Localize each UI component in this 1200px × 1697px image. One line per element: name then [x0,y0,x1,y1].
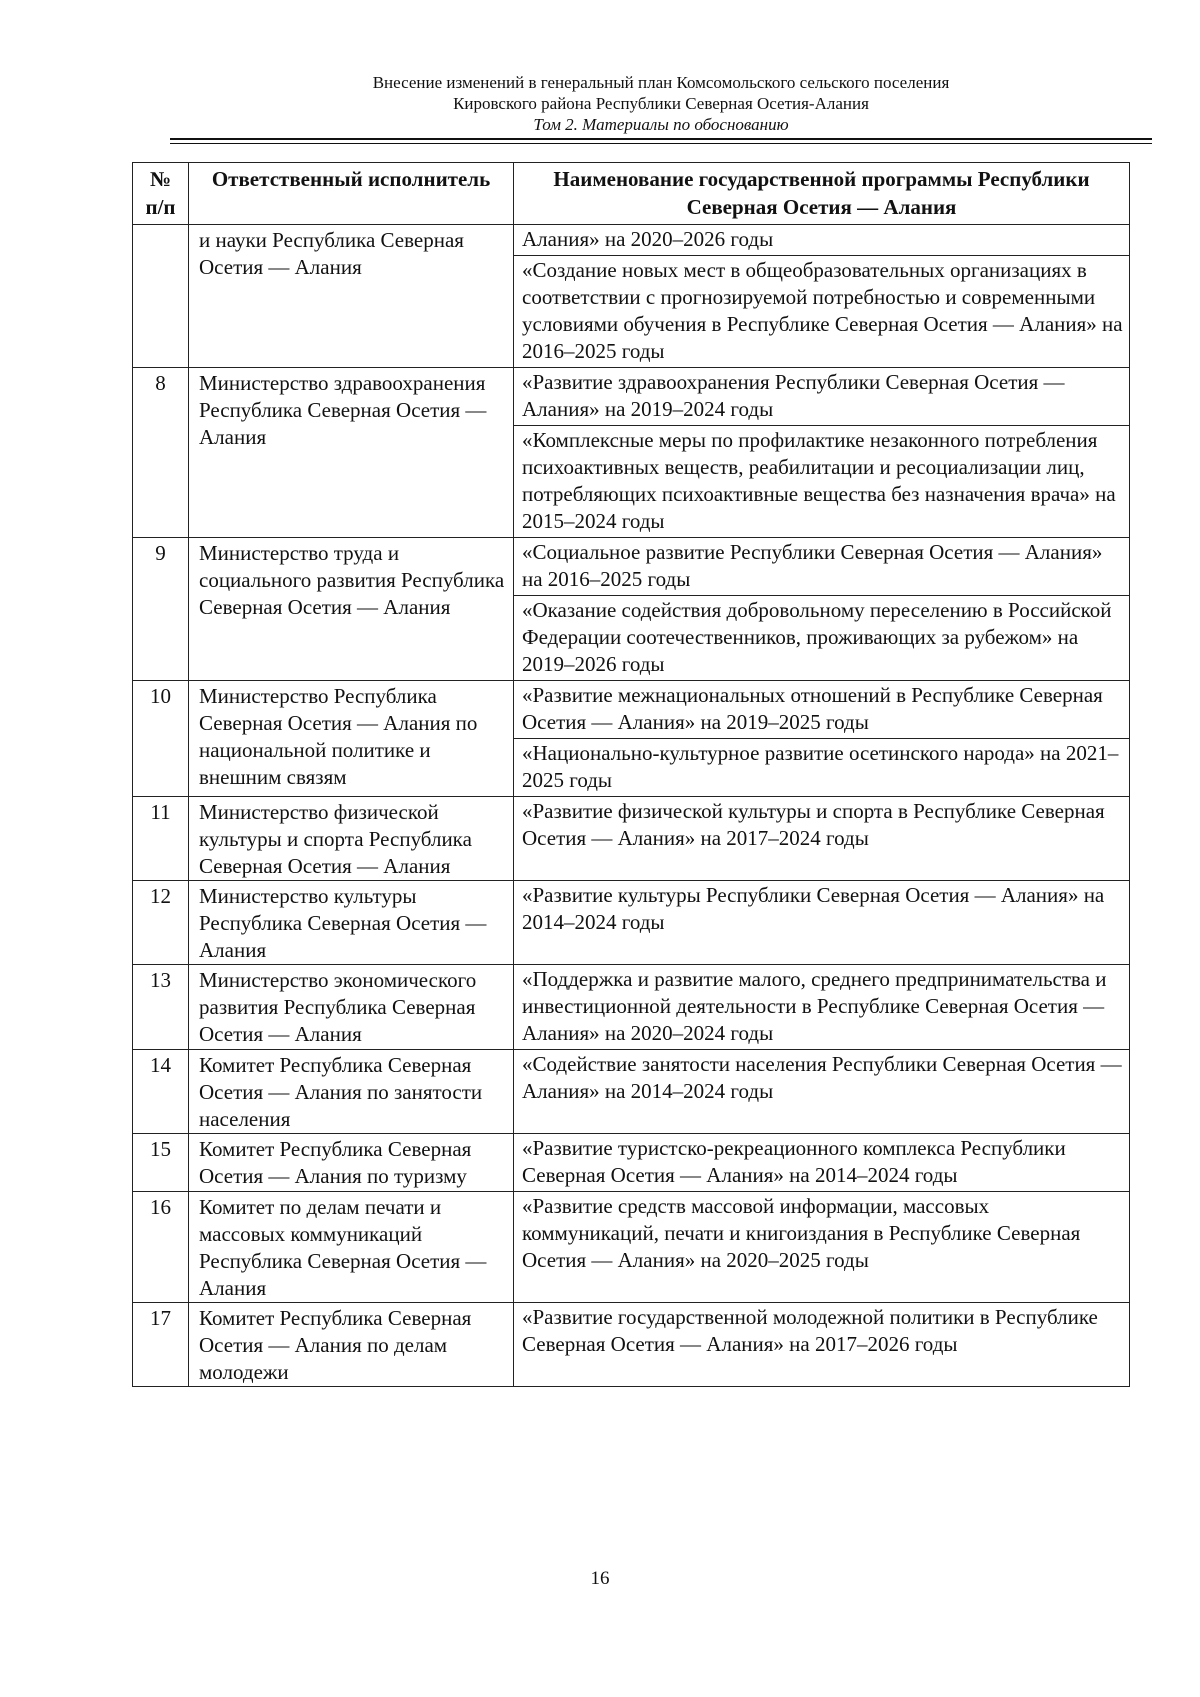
program-cell [514,538,1130,681]
table-row [133,1303,1130,1387]
responsible-executor: Министерство Республика Северная Осетия — Алания по национальной политике и внешним связям [189,681,514,797]
program-name: «Поддержка и развитие малого, среднего предпринимательства и инвестиционной деятельности в Республике Северная Осетия — Алания» на 2020–2024 годы [522,967,1107,1045]
program-name: «Развитие здравоохранения Республики Северная Осетия — Алания» на 2019–2024 годы [522,370,1065,421]
table-row [133,965,1130,1050]
responsible-executor: Министерство физической культуры и спорта Республика Северная Осетия — Алания [189,797,514,881]
header-line-1: Внесение изменений в генеральный план Комсомольского сельского поселения [372,73,950,92]
responsible-executor: Комитет по делам печати и массовых коммуникаций Республика Северная Осетия — Алания [189,1192,514,1303]
row-number: 10 [133,681,189,797]
row-number: 8 [133,368,189,538]
table-row [133,368,1130,538]
page-header [170,72,1152,135]
row-number: 9 [133,538,189,681]
page-number: 16 [590,1568,610,1589]
program-cell [514,368,1130,538]
program-name: «Содействие занятости населения Республики Северная Осетия — Алания» на 2014–2024 годы [522,1052,1122,1103]
program-cell [514,1192,1130,1303]
header-line-3: Том 2. Материалы по обоснованию [533,115,789,134]
responsible-executor: Министерство здравоохранения Республика Северная Осетия — Алания [189,368,514,538]
row-number: 14 [133,1050,189,1134]
row-number [133,225,189,368]
program-name: «Развитие межнациональных отношений в Республике Северная Осетия — Алания» на 2019–2025 годы [522,683,1103,734]
program-name: «Оказание содействия добровольному переселению в Российской Федерации соотечественников, проживающих за рубежом» на 2019–2026 годы [514,595,1129,680]
responsible-executor: Министерство экономического развития Республика Северная Осетия — Алания [189,965,514,1050]
table-row [133,538,1130,681]
program-name: «Развитие физической культуры и спорта в Республике Северная Осетия — Алания» на 2017–2024 годы [522,799,1105,850]
row-number: 15 [133,1134,189,1192]
responsible-executor: и науки Республика Северная Осетия — Алания [189,225,514,368]
program-cell [514,225,1130,368]
table-row [133,1192,1130,1303]
table-header-row [133,163,1130,225]
responsible-executor: Комитет Республика Северная Осетия — Алания по туризму [189,1134,514,1192]
header-rule-thick [170,138,1152,140]
program-name: «Социальное развитие Республики Северная Осетия — Алания» на 2016–2025 годы [522,540,1103,591]
program-name: «Создание новых мест в общеобразовательных организациях в соответствии с прогнозируемой потребностью и современными условиями обучения в Республике Северная Осетия — Алания» на 2016–2025 годы [514,255,1129,367]
table-body [133,225,1130,1387]
col-header-num: № п/п [133,163,189,225]
table-row [133,681,1130,797]
header-rule-thin [170,143,1152,144]
col-header-program: Наименование государственной программы Республики Северная Осетия — Алания [514,163,1130,225]
program-cell [514,1303,1130,1387]
program-cell [514,797,1130,881]
table-row [133,881,1130,965]
program-name: «Национально-культурное развитие осетинского народа» на 2021–2025 годы [514,738,1129,796]
table-row [133,797,1130,881]
responsible-executor: Комитет Республика Северная Осетия — Алания по занятости населения [189,1050,514,1134]
row-number: 13 [133,965,189,1050]
table-row [133,225,1130,368]
responsible-executor: Комитет Республика Северная Осетия — Алания по делам молодежи [189,1303,514,1387]
table-row [133,1050,1130,1134]
programs-table [132,162,1130,1387]
col-header-responsible: Ответственный исполнитель [189,163,514,225]
program-name: «Комплексные меры по профилактике незаконного потребления психоактивных веществ, реабилитации и ресоциализации лиц, потребляющих психоактивные вещества без назначения врача» на 2015–2024 годы [514,425,1129,537]
program-name: Алания» на 2020–2026 годы [522,227,774,251]
responsible-executor: Министерство культуры Республика Северная Осетия — Алания [189,881,514,965]
program-name: «Развитие туристско-рекреационного комплекса Республики Северная Осетия — Алания» на 2014–2024 годы [522,1136,1066,1187]
row-number: 17 [133,1303,189,1387]
row-number: 11 [133,797,189,881]
responsible-executor: Министерство труда и социального развития Республика Северная Осетия — Алания [189,538,514,681]
program-name: «Развитие средств массовой информации, массовых коммуникаций, печати и книгоиздания в Республике Северная Осетия — Алания» на 2020–2025 годы [522,1194,1081,1272]
row-number: 16 [133,1192,189,1303]
program-cell [514,1134,1130,1192]
program-cell [514,1050,1130,1134]
program-name: «Развитие государственной молодежной политики в Республике Северная Осетия — Алания» на 2017–2026 годы [522,1305,1098,1356]
header-line-2: Кировского района Республики Северная Осетия-Алания [453,94,869,113]
row-number: 12 [133,881,189,965]
table-row [133,1134,1130,1192]
program-cell [514,965,1130,1050]
program-cell [514,881,1130,965]
program-name: «Развитие культуры Республики Северная Осетия — Алания» на 2014–2024 годы [522,883,1105,934]
program-cell [514,681,1130,797]
